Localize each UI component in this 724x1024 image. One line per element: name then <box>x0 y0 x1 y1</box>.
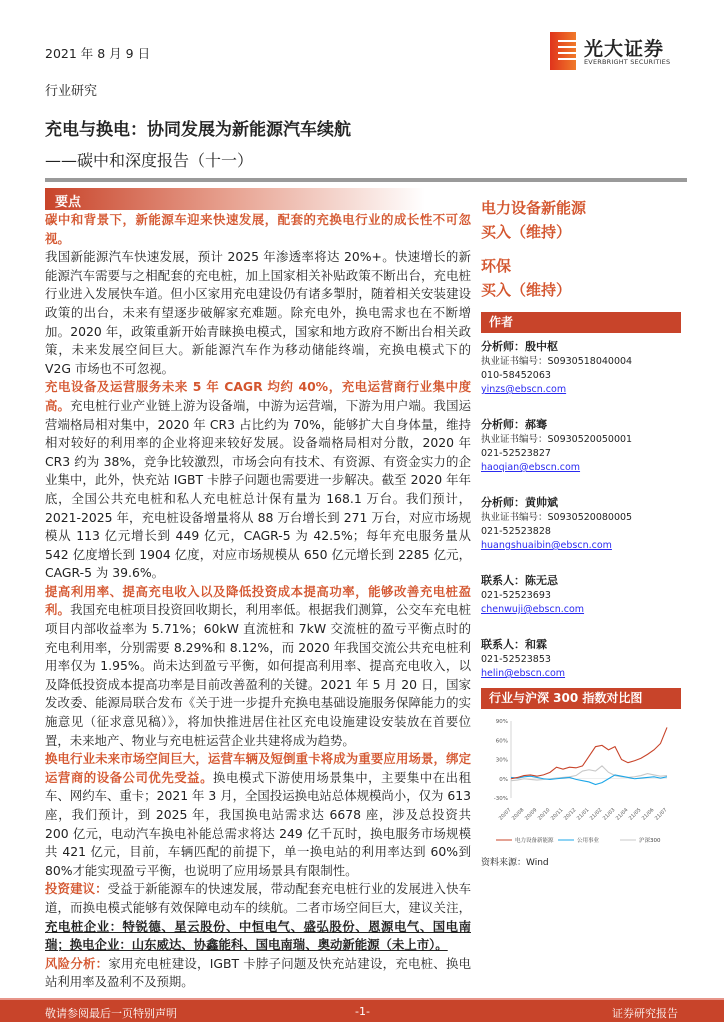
x-tick-label: 20/07 <box>497 807 513 822</box>
authors-header: 作者 <box>481 312 681 333</box>
keypoint-paragraph <box>45 750 471 880</box>
report-title: 充电与换电：协同发展为新能源汽车续航 <box>45 120 351 140</box>
keypoint-text: 换电模式下游使用场景集中，主要集中在出租车、网约车、重卡；2021 年 3 月，全国投运换电站总体规模尚小，仅为 613 座，我们预计，到 2025 年，我国换电站需求达 6678 座，涉及总投资共 200 亿元，电动汽车换电补能总需求将达 249 亿千瓦时，换电服务市场规模共 421 亿元，目前，车辆匹配的前提下，单一换电站的利用率达到 60%到 80%才能实现盈亏平衡，也说明了应用场景具有限制性。 <box>45 769 472 878</box>
investment-lead: 投资建议： <box>45 881 108 897</box>
author-card <box>481 495 716 553</box>
author-name: 分析师：殷中枢 <box>481 340 558 353</box>
footer-disclaimer[interactable]: 敬请参阅最后一页特别声明 <box>45 1007 177 1020</box>
page-number: -1- <box>355 1005 370 1018</box>
keypoints-header <box>45 188 425 210</box>
author-email-link[interactable]: huangshuaibin@ebscn.com <box>481 540 612 551</box>
report-subtitle: ——碳中和深度报告（十一） <box>45 151 254 170</box>
logo-name-en: EVERBRIGHT SECURITIES <box>584 58 671 66</box>
x-tick-label: 21/04 <box>614 807 630 822</box>
index-comparison-chart <box>481 712 681 852</box>
author-cert: 执业证书编号：S0930518040004 <box>481 356 633 367</box>
x-tick-label: 21/02 <box>588 807 604 822</box>
logo-name-cn: 光大证券 <box>584 38 665 60</box>
risk-text: 家用充电桩建设，IGBT 卡脖子问题及快充站建设，充电桩、换电站利用率及盈利不及预期。 <box>45 955 472 990</box>
legend-label: 沪深300 <box>639 838 661 844</box>
keypoint-text: 我国新能源汽车快速发展，预计 2025 年渗透率将达 20%+。快速增长的新能源汽车需要与之相配套的充电桩，加上国家相关补贴政策不断出台，充电桩行业进入发展快车道。但小区家用充电建设仍有诸多掣肘，随着相关安装建设政策的出台，未来有望逐步破解家充难题。除充电外，换电需求也在不断增加。2020 年，政策重新开始青睐换电模式，国家和地方政府不断出台相关政策，未来发展空间巨大。新能源汽车作为移动储能终端，充换电模式下的 V2G 市场也不可忽视。 <box>45 249 471 376</box>
y-tick-label: 30% <box>495 757 508 764</box>
author-card <box>481 573 716 617</box>
x-tick-label: 20/12 <box>562 807 578 822</box>
risk-lead: 风险分析： <box>45 955 109 971</box>
investment-advice <box>45 880 471 954</box>
x-tick-label: 21/05 <box>627 807 643 822</box>
author-phone: 021-52523828 <box>481 526 551 537</box>
rating-sector: 环保 <box>481 257 512 275</box>
author-cert: 执业证书编号：S0930520050001 <box>481 434 633 445</box>
company-logo <box>550 32 680 72</box>
x-tick-label: 21/07 <box>653 807 669 822</box>
keypoints-body <box>45 211 471 992</box>
author-phone: 021-52523693 <box>481 590 551 601</box>
x-tick-label: 20/08 <box>510 807 526 822</box>
rating-value: 买入（维持） <box>481 223 572 241</box>
keypoint-paragraph <box>45 583 471 750</box>
keypoint-paragraph <box>45 378 471 583</box>
author-email-link[interactable]: chenwuji@ebscn.com <box>481 604 585 615</box>
x-tick-label: 21/06 <box>640 807 656 822</box>
x-tick-label: 20/09 <box>523 807 539 822</box>
author-name: 分析师：郝骞 <box>481 418 547 431</box>
series-line <box>511 727 667 778</box>
author-cert: 执业证书编号：S0930520080005 <box>481 512 633 523</box>
keypoint-text: 充电桩行业产业链上游为设备端，中游为运营端，下游为用户端。我国运营端格局相对集中，2020 年 CR3 占比约为 70%，能够扩大自身体量，维持相对较好的利用率的企业将迎来较好发展。设备端格局相对分散，2020 年 CR3 约为 38%，竞争比较激烈，市场会向有技术、有资源、有资金实力的企业集中，此外，快充站 IGBT 卡脖子问题也需要进一步解决。截至 2020 年年底，全国公共充电桩和私人充电桩总计保有量为 168.1 万台。我们预计，2021-2025 年，充电桩设备增量将从 88 万台增长到 271 万台，对应市场规模从 113 亿元增长到 449 亿元，CAGR-5 为 42.5%；每年充电服务量从 542 亿度增长到 1904 亿度，对应市场规模从 650 亿元增长到 2285 亿元，CAGR-5 为 39.6%。 <box>45 397 472 581</box>
author-card <box>481 417 716 475</box>
y-tick-label: 60% <box>495 738 508 745</box>
footer-report-type: 证券研究报告 <box>612 1007 678 1020</box>
author-name: 联系人：和霖 <box>481 638 547 651</box>
y-tick-label: 90% <box>495 719 508 725</box>
investment-text: 受益于新能源车的快速发展，带动配套充电桩行业的发展进入快车道，而换电模式能够有效保障电动车的续航。二者市场空间巨大，建议关注， <box>45 881 472 915</box>
keypoint-paragraph <box>45 211 471 378</box>
report-category: 行业研究 <box>45 84 98 99</box>
page-footer <box>0 998 724 1022</box>
chart-title: 行业与沪深 300 指数对比图 <box>481 688 681 709</box>
author-name: 联系人：陈无忌 <box>481 574 558 587</box>
author-phone: 021-52523827 <box>481 448 551 459</box>
author-phone: 021-52523853 <box>481 654 551 665</box>
chart-source: 资料来源：Wind <box>481 858 549 868</box>
keypoint-text: 我国充电桩项目投资回收期长，利用率低。根据我们测算，公交车充电桩项目内部收益率为 5.71%；60kW 直流桩和 7kW 交流桩的盈亏平衡点时的充电利用率，分别需要 8.29%和 8.12%，而 2020 年我国交流公共充电桩利用率仅为 1.95%。尚未达到盈亏平衡，如何提高利用率、提高充电收入，以及降低投资成本提高功率是目前改善盈利的关键。2021 年 5 月 20 日，国家发改委、能源局联合发布《关于进一步提升充换电基础设施服务保障能力的实施意见（征求意见稿）》，将加快推进居住社区充电设施建设安装放在首要位置，未来地产、物业与充电桩运营企业共建将成为趋势。 <box>45 602 472 748</box>
x-tick-label: 21/01 <box>575 807 591 822</box>
sidebar <box>481 196 716 681</box>
x-tick-label: 21/03 <box>601 807 617 822</box>
legend-label: 电力设备新能源 <box>515 838 554 844</box>
keypoint-lead: 换电行业未来市场空间巨大，运营车辆及短倒重卡将成为重要应用场景，绑定运营商的设备公司优先受益。 <box>45 751 471 785</box>
keypoint-lead: 提高利用率、提高充电收入以及降低投资成本提高功率，能够改善充电桩盈利。 <box>45 583 471 618</box>
risk-analysis <box>45 955 471 992</box>
author-email-link[interactable]: haoqian@ebscn.com <box>481 462 581 473</box>
author-card <box>481 637 716 681</box>
y-tick-label: -30% <box>493 796 508 802</box>
rating-sector: 电力设备新能源 <box>481 199 587 217</box>
x-tick-label: 20/10 <box>536 807 552 822</box>
author-phone: 010-58452063 <box>481 370 551 381</box>
header-divider <box>45 178 687 182</box>
y-tick-label: 0% <box>499 776 508 783</box>
report-date: 2021 年 8 月 9 日 <box>45 46 151 61</box>
keypoint-lead: 充电设备及运营服务未来 5 年 CAGR 均约 40%，充电运营商行业集中度高。 <box>45 379 471 413</box>
rating-value: 买入（维持） <box>481 281 572 299</box>
keypoint-lead: 碳中和背景下，新能源车迎来快速发展，配套的充换电行业的成长性不可忽视。 <box>45 212 471 246</box>
investment-picks: 充电桩企业：特锐德、星云股份、中恒电气、盛弘股份、恩源电气、国电南瑞；换电企业：山东威达、协鑫能科、国电南瑞、奥动新能源（未上市）。 <box>45 918 471 953</box>
keypoints-label: 要点 <box>55 195 82 210</box>
legend-label: 公用事业 <box>577 838 600 844</box>
author-name: 分析师：黄帅斌 <box>481 496 558 509</box>
author-email-link[interactable]: yinzs@ebscn.com <box>481 384 567 395</box>
x-tick-label: 20/11 <box>549 807 565 822</box>
author-email-link[interactable]: helin@ebscn.com <box>481 668 566 679</box>
logo-mark-icon <box>550 32 576 70</box>
author-card <box>481 339 716 397</box>
